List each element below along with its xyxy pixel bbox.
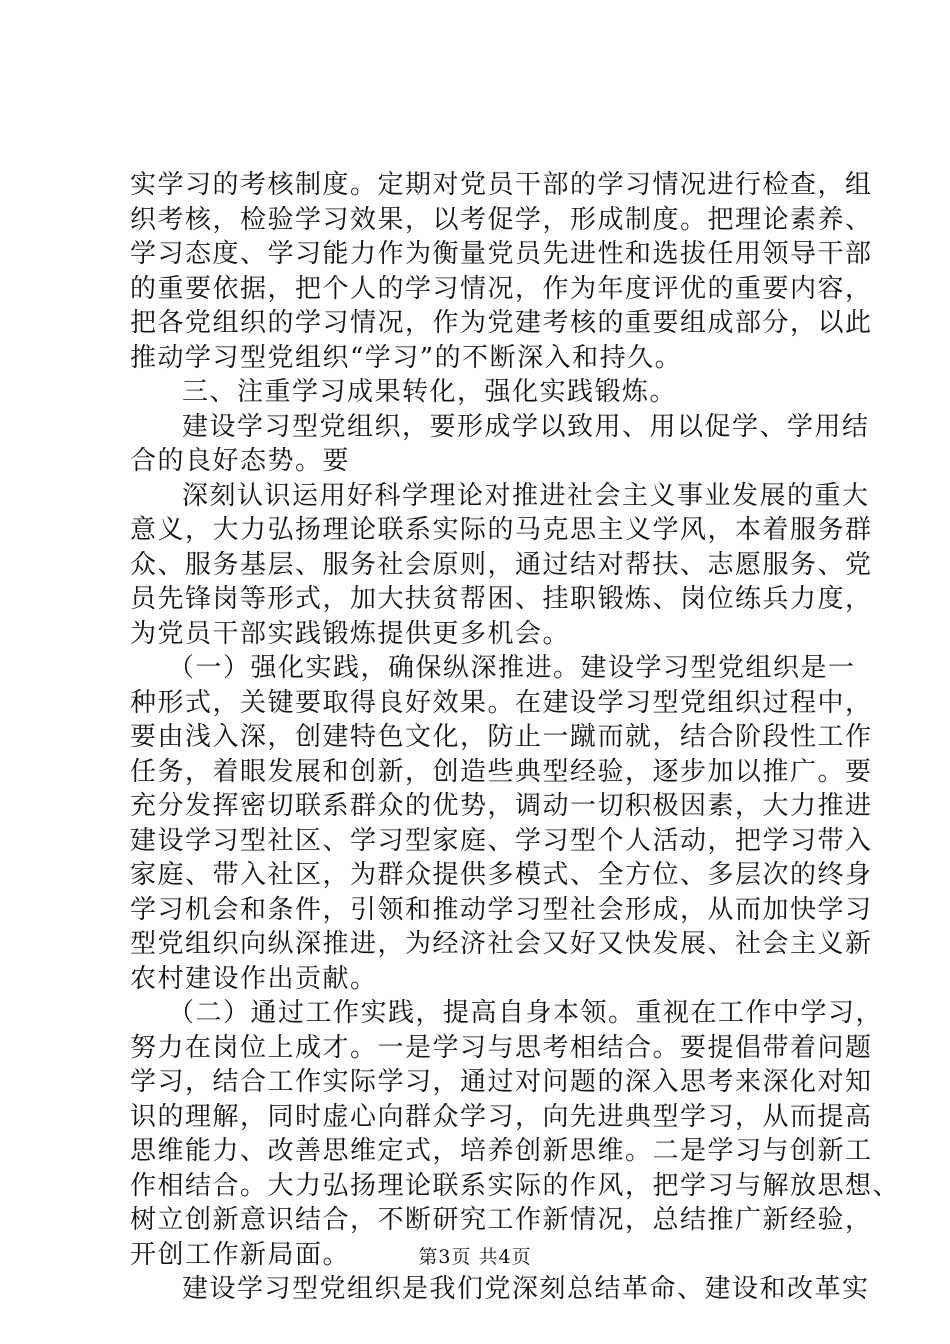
document-body: [130, 168, 901, 1307]
text-line: 要由浅入深，创建特色文化，防止一蹴而就，结合阶段性工作: [130, 722, 873, 752]
text-line: 开创工作新局面。: [130, 1239, 351, 1270]
text-line: 型党组织向纵深推进，为经济社会又好又快发展、社会主义新: [130, 929, 873, 959]
page-number: 第3页 共4页: [418, 1246, 532, 1268]
text-line: 农村建设作出贡献。: [130, 963, 378, 994]
page-footer: [0, 1242, 950, 1269]
text-line: 种形式，关键要取得良好效果。在建设学习型党组织过程中，: [130, 687, 873, 718]
text-line: 把各党组织的学习情况，作为党建考核的重要组成部分，以此: [130, 308, 873, 338]
text-line: 织考核，检验学习效果，以考促学，形成制度。把理论素养、: [130, 204, 873, 235]
text-line: 家庭、带入社区，为群众提供多模式、全方位、多层次的终身: [130, 860, 873, 890]
text-line: 众、服务基层、服务社会原则，通过结对帮扶、志愿服务、党: [130, 549, 873, 580]
text-line: 思维能力、改善思维定式，培养创新思维。二是学习与创新工: [130, 1136, 873, 1166]
text-line: 的重要依据，把个人的学习情况，作为年度评优的重要内容，: [130, 273, 873, 304]
text-line: 任务，着眼发展和创新，创造些典型经验，逐步加以推广。要: [130, 756, 873, 787]
subsection-heading-line: （一）强化实践，确保纵深推进。建设学习型党组织是一: [168, 653, 856, 683]
text-line: 实学习的考核制度。定期对党员干部的学习情况进行检查，组: [130, 170, 873, 200]
text-line: 合的良好态势。要: [130, 446, 351, 476]
paragraph-start-line: 建设学习型党组织，要形成学以致用、用以促学、学用结: [182, 411, 870, 442]
text-line: 意义，大力弘扬理论联系实际的马克思主义学风，本着服务群: [130, 515, 873, 545]
text-line: 树立创新意识结合，不断研究工作新情况，总结推广新经验，: [130, 1205, 873, 1235]
text-line: 作相结合。大力弘扬理论联系实际的作风，把学习与解放思想、: [130, 1170, 901, 1201]
subsection-heading-line: （二）通过工作实践，提高自身本领。重视在工作中学习，: [168, 998, 884, 1028]
text-line: 努力在岗位上成才。一是学习与思考相结合。要提倡带着问题: [130, 1032, 873, 1063]
text-line: 充分发挥密切联系群众的优势，调动一切积极因素，大力推进: [130, 791, 873, 821]
text-line: 员先锋岗等形式，加大扶贫帮困、挂职锻炼、岗位练兵力度，: [130, 584, 873, 614]
text-line: 推动学习型党组织“学习”的不断深入和持久。: [130, 342, 683, 373]
text-line: 识的理解，同时虚心向群众学习，向先进典型学习，从而提高: [130, 1101, 873, 1132]
text-line: 为党员干部实践锻炼提供更多机会。: [130, 618, 571, 649]
paragraph-start-line: 建设学习型党组织是我们党深刻总结革命、建设和改革实: [182, 1274, 870, 1304]
text-line: 学习态度、学习能力作为衡量党员先进性和选拔任用领导干部: [130, 239, 873, 269]
section-heading: 三、注重学习成果转化，强化实践锻炼。: [182, 377, 678, 407]
text-line: 建设学习型社区、学习型家庭、学习型个人活动，把学习带入: [130, 825, 873, 856]
text-line: 学习，结合工作实际学习，通过对问题的深入思考来深化对知: [130, 1067, 873, 1097]
text-line: 学习机会和条件，引领和推动学习型社会形成，从而加快学习: [130, 894, 873, 925]
paragraph-start-line: 深刻认识运用好科学理论对推进社会主义事业发展的重大: [182, 480, 870, 511]
